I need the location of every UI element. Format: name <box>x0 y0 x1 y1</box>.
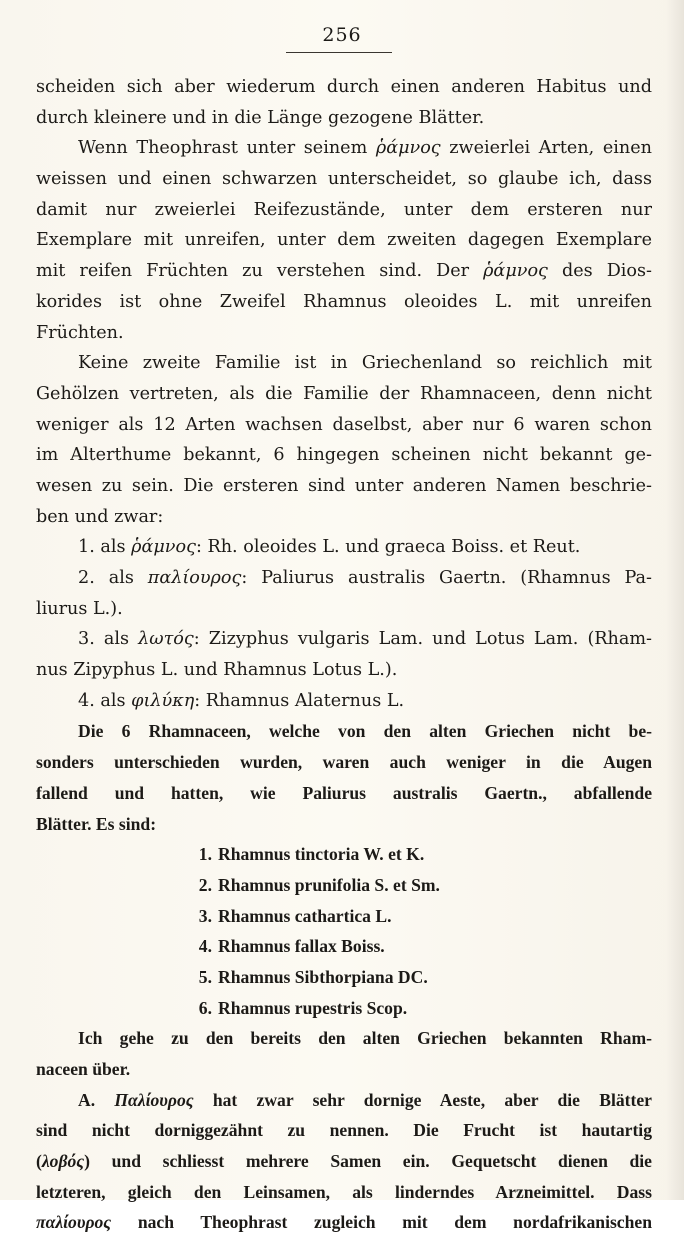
text-line: fallend und hatten, wie Paliurus australis Gaertn., abfallende <box>36 782 652 803</box>
species-name: Rhamnus tinctoria W. et K. <box>218 844 425 865</box>
text-line: scheiden sich aber wiederum durch einen anderen Habitus und <box>36 77 652 97</box>
line-text: A. <box>78 1089 115 1110</box>
list-number: 5. <box>198 966 212 987</box>
paragraph-block-lower <box>36 1023 652 1238</box>
text-line <box>36 1207 652 1238</box>
species-list-item <box>36 839 652 870</box>
text-line: liurus L.). <box>36 598 123 619</box>
text-line: Keine zweite Familie ist in Griechenland so reichlich mit <box>78 353 652 374</box>
list-number: 4. <box>198 936 212 957</box>
line-text: hat zwar sehr dornige Aeste, aber die Blätter <box>193 1089 652 1110</box>
text-line <box>36 624 652 655</box>
body-text <box>36 72 652 1238</box>
line-text: zweierlei Arten, einen <box>440 138 652 159</box>
species-list-item <box>36 870 652 901</box>
text-line: sonders unterschieden wurden, waren auch weniger in die Augen <box>36 752 652 773</box>
text-line: wesen zu sein. Die ersteren sind unter anderen Namen beschrie- <box>36 475 652 496</box>
greek-term: παλίουρος <box>147 568 242 588</box>
greek-term: φιλύκη <box>131 690 195 711</box>
line-text: ( <box>36 1151 42 1172</box>
text-line <box>36 133 652 164</box>
line-text: : Paliurus australis Gaertn. (Rhamnus Pa- <box>241 568 652 588</box>
species-name: Rhamnus fallax Boiss. <box>218 936 385 957</box>
text-line <box>36 532 652 563</box>
line-text: mit reifen Früchten zu verstehen sind. Der <box>36 261 484 282</box>
greek-term: λοβός <box>41 1151 85 1172</box>
species-name: Rhamnus cathartica L. <box>218 905 392 926</box>
list-number: 6. <box>198 997 212 1018</box>
text-line: korides ist ohne Zweifel Rhamnus oleoides L. mit unreifen <box>36 291 652 312</box>
greek-term: Παλίουρος <box>114 1089 194 1110</box>
text-line: Exemplare mit unreifen, unter dem zweiten dagegen Exemplare <box>36 230 652 251</box>
line-text: 1. als <box>78 537 132 558</box>
text-line: Gehölzen vertreten, als die Familie der Rhamnaceen, denn nicht <box>36 383 652 404</box>
text-line: Ich gehe zu den bereits den alten Griechen bekannten Rham- <box>78 1028 652 1049</box>
species-list-item <box>36 901 652 932</box>
line-text: 2. als <box>78 568 148 588</box>
line-text: : Rhamnus Alaternus L. <box>194 690 405 711</box>
greek-term: λωτός <box>138 629 194 650</box>
text-line: letzteren, gleich den Leinsamen, als linderndes Arzneimittel. Dass <box>36 1181 652 1202</box>
greek-term: ῥάμνος <box>131 537 196 558</box>
line-text: Wenn Theophrast unter seinem <box>78 138 376 159</box>
text-line <box>36 686 652 717</box>
text-line: im Alterthume bekannt, 6 hingegen scheinen nicht bekannt ge- <box>36 445 652 466</box>
greek-term: ῥάμνος <box>375 138 441 159</box>
paragraph-block-upper <box>36 72 652 839</box>
text-line: sind nicht dorniggezähnt zu nennen. Die Frucht ist hautartig <box>36 1120 652 1141</box>
species-list <box>36 839 652 1023</box>
text-line: Blätter. Es sind: <box>36 813 157 834</box>
species-name: Rhamnus prunifolia S. et Sm. <box>218 874 440 895</box>
text-line: damit nur zweierlei Reifezustände, unter dem ersteren nur <box>36 199 652 220</box>
line-text: 3. als <box>78 629 139 650</box>
text-line: naceen über. <box>36 1059 131 1079</box>
species-list-item <box>36 993 652 1024</box>
text-line <box>36 1085 652 1116</box>
text-line: nus Zipyphus L. und Rhamnus Lotus L.). <box>36 660 398 681</box>
text-line: Früchten. <box>36 322 124 343</box>
species-name: Rhamnus rupestris Scop. <box>218 997 408 1018</box>
species-name: Rhamnus Sibthorpiana DC. <box>218 966 428 987</box>
line-text: : Rh. oleoides L. und graeca Boiss. et Reut. <box>195 537 581 558</box>
species-list-item <box>36 931 652 962</box>
text-line <box>36 563 652 594</box>
text-line <box>36 1146 652 1177</box>
species-list-item <box>36 962 652 993</box>
greek-term: ῥάμνος <box>483 261 548 282</box>
text-line: weniger als 12 Arten wachsen daselbst, aber nur 6 waren schon <box>36 414 652 435</box>
line-text: : Zizyphus vulgaris Lam. und Lotus Lam. (Rham- <box>193 629 652 650</box>
list-number: 3. <box>198 905 212 926</box>
line-text: des Dios- <box>547 261 652 282</box>
text-line: ben und zwar: <box>36 506 164 527</box>
header-rule <box>286 52 392 53</box>
text-line: durch kleinere und in die Länge gezogene Blätter. <box>36 107 485 128</box>
text-line: weissen und einen schwarzen unterscheidet, so glaube ich, dass <box>36 169 652 190</box>
line-text: 4. als <box>78 690 132 711</box>
text-line: Die 6 Rhamnaceen, welche von den alten Griechen nicht be- <box>78 721 652 742</box>
list-number: 1. <box>198 844 212 865</box>
page-edge-shadow <box>666 0 684 1200</box>
list-number: 2. <box>198 874 212 895</box>
text-line <box>36 256 652 287</box>
page-number: 256 <box>322 24 362 46</box>
greek-term: παλίουρος <box>36 1212 112 1233</box>
line-text: nach Theophrast zugleich mit dem nordafrikanischen <box>111 1212 652 1233</box>
line-text: ) und schliesst mehrere Samen ein. Gequetscht dienen die <box>84 1151 652 1172</box>
